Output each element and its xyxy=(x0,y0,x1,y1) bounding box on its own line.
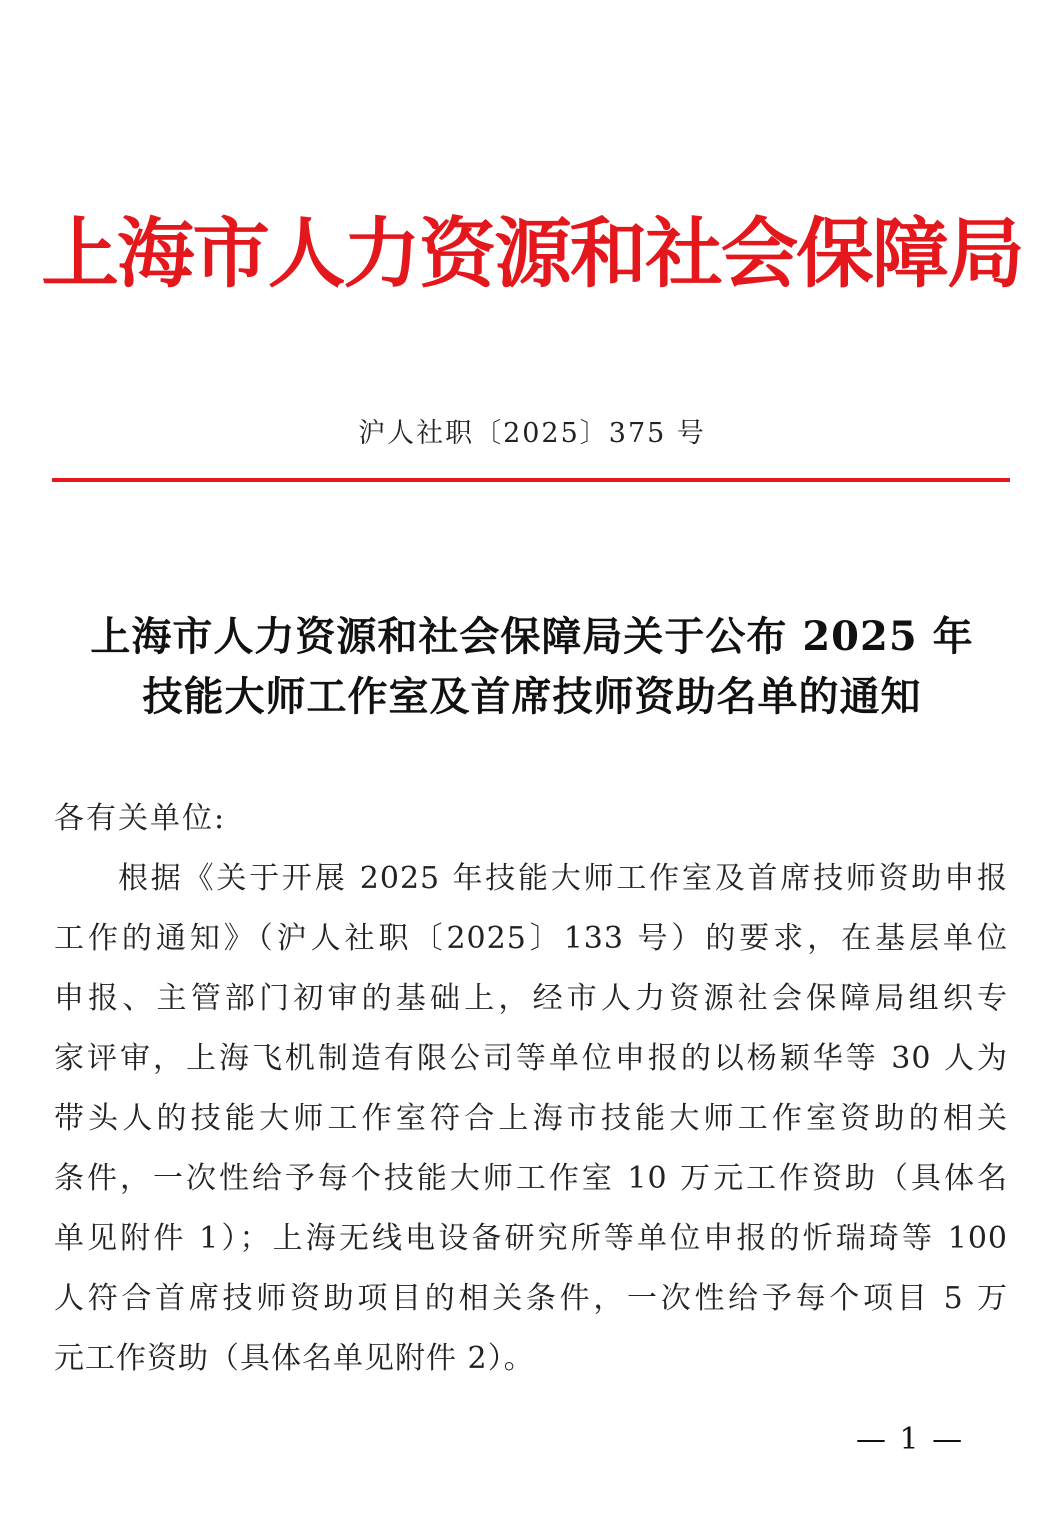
document-title-line-2: 技能大师工作室及首席技师资助名单的通知 xyxy=(142,673,922,720)
page-number: — 1 — xyxy=(856,1422,965,1457)
body-line: 带头人的技能大师工作室符合上海市技能大师工作室资助的相关 xyxy=(54,1101,1008,1136)
document-title-line-1: 上海市人力资源和社会保障局关于公布 2025 年 xyxy=(90,613,974,660)
salutation: 各有关单位: xyxy=(54,801,227,836)
body-line: 根据《关于开展 2025 年技能大师工作室及首席技师资助申报 xyxy=(118,861,1008,896)
body-line: 元工作资助（具体名单见附件 2）。 xyxy=(54,1341,535,1376)
document-number: 沪人社职〔2025〕375 号 xyxy=(358,418,706,449)
body-line: 人符合首席技师资助项目的相关条件，一次性给予每个项目 5 万 xyxy=(54,1281,1008,1316)
body-line: 家评审，上海飞机制造有限公司等单位申报的以杨颖华等 30 人为 xyxy=(54,1041,1008,1076)
body-line: 条件，一次性给予每个技能大师工作室 10 万元工作资助（具体名 xyxy=(54,1161,1008,1196)
issuer-header: 上海市人力资源和社会保障局 xyxy=(41,209,1023,298)
red-divider-line xyxy=(52,478,1010,482)
body-line: 单见附件 1）；上海无线电设备研究所等单位申报的忻瑞琦等 100 xyxy=(54,1221,1008,1256)
body-line: 申报、主管部门初审的基础上，经市人力资源社会保障局组织专 xyxy=(54,981,1008,1016)
body-line: 工作的通知》（沪人社职〔2025〕133 号）的要求，在基层单位 xyxy=(54,921,1008,956)
